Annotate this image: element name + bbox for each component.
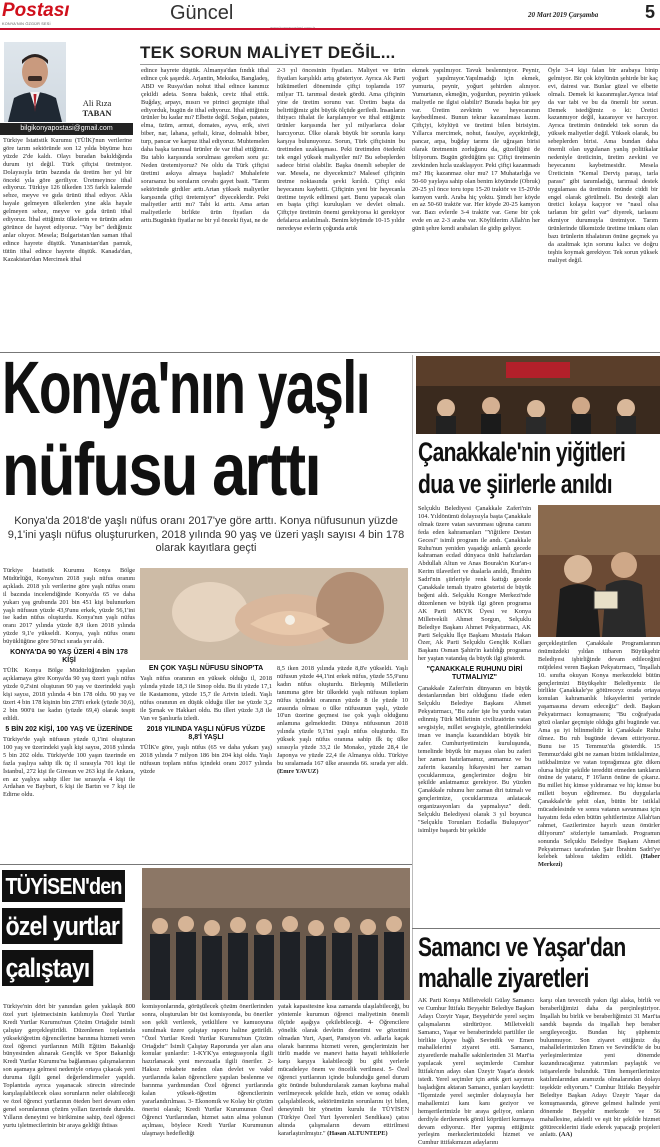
main-text-sinop: Yaşlı nüfus oranının en yüksek olduğu il, 2018 yılında yüzde 18,3 ile Sinop oldu. Bu ili yüzde 17,1 ile Kastamonu, yüzde 15,7 ile Artvin izledi. Yaşlı nüfus oranının en düşük olduğu iller ise yüzde 3,2 ile Şırnak ve Hakkari oldu. Bu illeri yüzde 3,8 ile Van ve Şanlıurfa izledi. [140,675,272,722]
masthead-rule [0,28,660,30]
tuyisen-headline-1: TÜYİSEN'den [2,870,125,902]
tuyisen-col-3 [278,1003,409,1137]
divider [0,864,412,865]
tuyisen-text-1: Türkiye'nin dört bir yanından gelen yaklaşık 800 özel yurt işletmecisinin katılımıyla Özel Yurtlar Kredi Yurtlar Kurumu'nun Çözüm Ortağıdır isimli çalıştay gerçekleştirildi. Düzenlenen toplantıda yükseköğretim öğrencilerine barınma hizmeti veren özel öğrenci yurtlarının Milli Eğitim Bakanlığı bünyesinden alınarak Gençlik ve Spor Bakanlığı Kredi Yurtlar Kurumu'na bağlanması çalışmalarının son aşamaya gelmesi nedeniyle ortaya çıkacak yeni duruma ilgili genel değerlendirmeler yapıldı. Toplantıda ayrıca yaşanacak sürecin sürecinde karşılaşılabilecek olası sorunların neler olabileceği ve özel öğrenci yurtlarının öteden beri devam eden genel sorunlarının çözüm yolları üzerinde duruldu. Yılların deneyimi ve birikimine sahip, özel öğrenci yurtu işletmecilerinin bir araya geldiği ihtisas [3,1003,135,1129]
issue-date: 20 Mart 2019 Çarşamba [528,11,599,19]
tuyisen-text-3 [278,1003,409,1137]
masthead [0,0,660,30]
column-text-4: ekmek yapılmıyor. Tavuk beslenmiyor. Peynir, yoğurt yapılmıyor.Yapılmadığı için ekmek, yumurta, peynir, yoğurt şehirden alınıyor. Yumurtanın, ekmeğin, yoğurdun, peynirin yüksek maliyetle ne ilgisi olabilir? Burada başka bir şey var. Üretim zevkinin ve heyecanının kaybedilmesi. Bunun tekrar kazanılması lazım. Çiftçiyi, köylüyü ve üretimi bilen birisiyim. Yıllarca mercimek, nohut, fasulye, ayçekirdeği, pancar, arpa, buğday tarımı ile uğraşan birisi olarak üretmenin zorluğunu da, güzelliğini de biliyorum. Bugün gördüğüm şu: Çiftçi üretmenin zevkinden hızla uzaklaşıyor. Peki çiftçi kazanmadı mı? Hiç kazanmaz olur mu? 17 Muhatarlığa ve 50-60 yaylaya sahip olan benim köyümde (Obruk) 20-25 yıl önce toru topu 15-20 traktör ve 15-20'de kamyon vardı. Araba hiç yoktu. Şimdi her köyde en az 50-60 traktör var. Her köyde 20-25 kamyon var. Bazı evlerde 3-4 traktör var. Gene bir çok evde en az 2-3 araba var. Köylülerim Allah'ın her günü şehre kendi arabaları ile gidip geliyor. [412,67,540,233]
column-text-3: 2-3 yıl öncesinin fiyatları. Maliyet ve ürün fiyatları karşılıklı artış gösteriyor. Ayrıca Ak Parti hükümetleri döneminde çiftçi toplamda 197 milyar TL tarımsal destek gördü. Ama çiftçinin yine de üretim sorunu var. Üretim başta da belirttiğimiz gibi büyük ölçüde geriledi. İnsanların ihtiyacı ithalat ile karşılanıyor ve ithal ettiğimiz ürünler karşısında her yıl milyarlarca dolar harcıyoruz. Ülke olarak büyük bir sorunla karşı karşıya bulunuyoruz. Sorun, Türk çiftçisinin bu üretimden uzaklaşması. Peki üretimden ötedenki tek engel yüksek maliyetler mi? Bu sebeplerden sadece birisi olabilir. Başka önemli sebepler de var. Mesela, ne diyecekmiz? Malesef çiftçinin üretme noktasında şevki kırıldı. Çiftçi eski heyecanını kaybetti. Çiftçinin yeni bir heyecanla üretime teşvik edilmesi şart. Bunu yapacak olan en başta çiftçi kuruluşları ve devlet olmalı. Çiftçiye üretimin önemi gerekiyorsa ki gerekiyor defalarca anlatılmalı. Benim köyümde 10-15 yıldır neredeyse evlerin çoğunda artık [277,67,405,233]
logo-text: Postası [2,0,70,21]
canakkale-photo [416,356,660,434]
subhead-2018: 2018 YILINDA YAŞLI NÜFUS YÜZDE 8,8'İ YAŞLI [146,725,266,741]
main-text-100yas: Türkiye'de yaşlı nüfusun yüzde 0,1'ini oluşturan 100 yaş ve üzerindeki yaşlı kişi sayısı, 2018 yılında 5 bin 202 oldu. Türkiye'de 100 yaşın üzerinde en fazla yaşlıya sahip ilk üç il sırasıyla 701 kişi ile İstanbul, 272 kişi ile Giresun ve 263 kişi ile Ankara, en az yaşlıya sahip iller ise sırasıyla 4 kişi ile Ardahan ve Bayburt, 6 kişi ile Bartın ve 7 kişi ile Edirne oldu. [3,736,135,799]
main-col-1 [3,567,135,862]
samanci-headline-2: mahalle ziyaretleri [418,963,589,993]
samanci-col-2 [540,997,660,1139]
main-col-3 [277,665,408,862]
main-text-2018: TÜİK'e göre, yaşlı nüfus (65 ve daha yukarı yaş) 2018 yılında 7 milyon 186 bin 204 kişi oldu. Yaşlı nüfusun toplam nüfus içindeki oranı 2017 yılında yüzde [140,744,272,775]
page-number: 5 [645,2,656,22]
columnist-name [68,98,126,118]
elderly-photo [140,568,408,660]
logo[interactable] [2,1,80,27]
tuyisen-text-2: komisyonlarında, görüşülecek çözüm önerilerinden sonra, oluşturulan bir üst komisyonda, bu öneriler son şekli verilerek, yetkililere ve kamuoyuna sunulmak üzere çalıştay raporu haline getirildi. "Özel Yurtlar Kredi Yurtlar Kurumu'nun Çözüm Ortağıdır" İsimli Çalıştay Raporunda yer alan ana konular şunlardır: 1-KYK'ya entegrasyonla ilgili hazırlanacak yeni mevzuatla ilgili öneriler. 2- Haksız rekabete neden olan devlet ve vakıf yurtlarında kalan öğrencilere yapılan beslenme ve barınma yardımından Özel öğrenci yurtlarında kalan yüksek-öğretim öğrencilerinin yararlandırılması. 3- Ekonomik ve Kolay bir çözüm önerisi olarak; Kredi Yurtlar Kurumunun Özel Öğrenci Yurtlarından, hizmet satın alma yolunun açılması, böylece Kredi Yurtlar Kurumunun ulaşmayı hedeflediği [142,1003,273,1137]
logo-tagline: KONYA'NIN ÖZGÜR SESİ [2,22,51,26]
main-spot: Konya'da 2018'de yaşlı nüfus oranı 2017'ye göre arttı. Konya nüfusunun yüzde 9,1'ini yaşlı nüfus oluştururken, 2018 yılında 90 yaş ve üzeri yaşlı sayısı 4 bin 178 olarak kayıtlara geçti [7,515,405,554]
tuyisen-headline-3: çalıştayı [2,950,93,986]
columnist-surname: TABAN [82,108,112,118]
section-title: Güncel [170,2,234,24]
canakkale-headline-1: Çanakkale'nin yiğitleri [418,437,626,467]
divider [412,355,413,1115]
canakkale-text-1: Selçuklu Belediyesi Çanakkale Zaferi'nin 104. Yıldönümü dolayısıyla başta Çanakkale olmak üzere vatan savunması uğruna canını feda eden kahramanları "Yiğitlere Destan Gecesi" isimli program ile andı. Çanakkale Ruhu'nun yeniden yaşadığı anlamlı gecede kahraman ecdad dünyaca ünlü hafızlardan Abdullah Altun ve Anas Bourak'ın Kur'an-ı Kerim tilavetleri ve dualarla anıldı, İbrahim Sadri'nin şiirleriyle renk kattığı gecede Çanakkale temalı tiyatro gösterisi de büyük beğeni aldı. Selçuklu Kongre Merkezi'nde düzenlenen ve büyük ilgi gören programa AK Parti MKYK Üyesi ve Konya Milletvekili Ahmet Sorgun, Selçuklu Belediye Başkanı Ahmet Pekyatırmacı, AK Parti Selçuklu İlçe Başkanı Mustafa Hakan Özer, Ak Parti Selçuklu Gençlik Kolları Başkanı Osman Şahin'in katıldığı programa her yaştan vatandaş da büyük ilgi gösterdi. [418,505,531,663]
samanci-text-2 [540,997,660,1139]
subhead-100-yas: 5 BİN 202 KİŞİ, 100 YAŞ VE ÜZERİNDE [5,725,133,733]
canakkale-headline-2: dua ve şiirlerle anıldı [418,469,613,499]
canakkale-col-1 [418,505,531,927]
main-headline-2: nüfusu arttı [2,428,320,511]
tuyisen-byline: (Hasan ALTUNTEPE) [327,1129,388,1137]
tuyisen-headline [2,870,138,998]
canakkale-photo-2 [538,505,660,637]
samanci-headline-1: Samancı ve Yaşar'dan [418,932,626,962]
column-text-5: Öyle 3-4 kişi falan bir arabaya binip gelmiyor. Bir çok köylünün şehirde bir kaç evi, dairesi var. Bunlar güzel ve elbette olmalı. Demek ki kazanmışlar.Ayrıca istaf da var tabi ve bu da önemli bir sorun. Demek istediğimiz o ki: Üretici kazanmıyor değil, kazanıyor ve harcıyor. Ayrıca üretimin önündeki tek sorun da yüksek maliyetler değil. Yüksek olarak, bu sebeplerden birisi. Ama bundan daha önemli olan uygulanan yanlış politikalar nedeniyle üreticinin, üretim zevkini ve heyecanını kaybetmesidir. Mesela Üreticinin "Kemal Derviş paraşı, tarla parası" gibi tanımladığı, tarımsal destek uygulaması da üretimin önünde ciddi bir engel olarak görülmeli. Bu desteği alan üretici kolaya kaçıyor ve "nasıl olsa tarlanın bir geliri var" diyerek, tarlasını ekmiyor durumuyla üretmiyor. Tarım ürünlerinde ülkemizde üretime imkanı olan bazı ürünlerin ithalatının önüne geçmek ya da azaltmak için sorunu kalıcı ve doğru teşhis koymak gerekiyor. Tek sorun yüksek maliyet değil. [548,67,658,264]
subhead-sinop: EN ÇOK YAŞLI NÜFUSU SİNOP'TA [148,665,264,672]
main-col-2 [140,662,272,862]
canakkale-text-3-body: gerçekleştirilen Çanakkale Programlarının önümüzdeki yıldan itibaren Büyükşehir Belediyesi işbirliğinde devam edileceğini müjdelesi veren Başkan Pekyatırmacı, "İnşallah 10. sınıfta okuyan Konya merkezdeki bütün gençlerimizi Büyükşehir Belediyemiz ile birlikte Çanakkale'ye götüreceyz orada ortaya konulan kahramanlık hikayelerini yerinde yaşamasına devam edeceğiz" dedi. Başkan Pekyatırmacı konuşmasını; "Bu coğrafyada gözü olanlar geçmişte olduğu gibi bugünde var. Ama şu iyi bilinmelidir ki Çanakkale Ruhu ölmez. Bu ruh bugünde devam ettiriyoruz. Bunu ise 15 Temmuz'da gösterdik. 15 Temmuz'daki gibi ne zaman bizim istiklalimize, istikbalimize ve vatan toprağımıza göz diken olursa hiçbir şekilde tereddüt etmeden tankların önüne de yatarız, F 16'ların önüne de çıkarız. Bu millet hiç kimse yıldıramaz ve hiç kimse bu milleti boyun eğdiremez. Bu duygularla Çanakkale'de şehit olan, bütün bir istiklal mücadelesinde ve sonra vatanın savunması için hayatını feda eden bütün şehitlerimize Allah'tan rahmet, Gazilerimize hayırlı uzun ömürler diliyorum" sözleriyle tamamladı. Programın sonunda Selçuklu Belediye Başkanı Ahmet Pekyatırmacı tarafından Şair İbrahim Sadri'ye kelebek tablosu takdim edildi. [538,640,660,861]
canakkale-text-2: Çanakkale Zaferi'nin dünyanın en büyük destanlarından biri olduğunu ifade eden Selçuklu Belediye Başkanı Ahmet Pekyatırmacı, "Bu zafer işte bu yurdu vatan edinmiş Türk Milletinin civilizatörün vatan sevgisiyle, millet sevgisiyle, gönüllerindeki iman ve inançla kazandıkları büyük bir zafer. Cumhuriyetimizin kuruluşunda, temelinde büyük bir mayası olan bu zaferi her zaman hatırlamamız, anmamız ve bu zaferin kazanılış hikayesini her zaman çocuklarımıza, gençlerimize doğru bir şekilde anlatmamız gerekiyor. Bu yüzden Çanakkale ruhunu her zaman diri tutmalı ve gençlerimize, çocuklarımıza anlatacak organizasyonları da yapmalıyız" dedi. Selçuklu Belediyesi olarak 3 yıl boyunca "Selçuklu Torunları Ecdadla Buluşuyor" isimliye başardı bir şekilde [418,684,531,834]
tuyisen-text-3-body: yatak kapasitesine kısa zamanda ulaşılabileceği, bu yöntemle kurumun öğrenci maliyetinin önemli ölçüde aşağıya çekilebileceği. 4- Öğrencilere yönelik olarak devletin denetimi ve gözetimi olmadan Yurt, Apart, Pansiyon vb. adlarla kaçak olarak barınma hizmeti veren, gençlerimizin her türlü madde ve manevi hatta hayati tehlikelerle karşı karşıya kalabileceği bu gibi yerlerle mücadeleye önem ve öncelik verilmesi. 5- Özel öğrenci yurtlarının içinde bulunduğu genel durum göz önünde bulundurularak zaman kaybına mahal verilmeyecek şekilde hızlı, etkin ve sonuç odaklı çalışılabilecek, sektörümüzün sorunlarını iyi bilen, deneyimli bir yönetim kurulu ile TÜYİSEN (Türkiye Özel Yurt İşverenleri Sendikası) çatısı altında çalışmaların devam ettirilmesi kararlaştırılmıştır." [278,1003,409,1137]
canakkale-byline: (Haber Merkezi) [538,853,660,869]
tuyisen-photo [142,868,410,1000]
canakkale-col-2 [538,640,660,927]
main-text-final-body: 8,5 iken 2018 yılında yüzde 8,8'e yükseldi. Yaşlı nüfusun yüzde 44,1'ini erkek nüfus, yüzde 55,9'unu kadın nüfus oluşturdu. Birleşmiş Milletlerin tanımına göre bir ülkedeki yaşlı nüfusun toplam nüfus içindeki oranının yüzde 8 ile yüzde 10 arasında olması o ülke nüfusunun yaşlı, yüzde 10'un üzerine geçmesi ise çok yaşlı olduğunu anlamına gelmektedir. Dünya nüfusunun 2018 yılında yüzde 9,1'ini yaşlı nüfus oluşturdu. En yüksek yaşlı nüfus oranına sahip ilk üç ülke sırasıyla yüzde 33,2 ile Monako, yüzde 28,4 ile Japonya ve yüzde 22,4 ile Almanya oldu. Türkiye bu sıralamada 167 ülke arasında 66. sırada yer aldı. [277,665,408,767]
main-byline: (Emre YAVUZ) [277,767,319,775]
samanci-byline: (AA) [558,1131,573,1139]
columnist-photo [4,42,66,122]
column-text-1: Türkiye İstatistik Kurumu (TÜİK)'nun verilerine göre tarım sektöründe son 12 yılda büyüme hızı yüzde 2'de kaldı. Olayı buradan bakıldığında durum iyi değil. Türk çiftçisi üretmiyor. Dolayısıyla ürün bazında da üretim her yıl bir önceki yıla göre geriliyor. Üretmeyince ithal ediyoruz. Türkiye 126 ülkeden 135 farklı kalemde sebze, meyve ve gıda ürünü ithal ediyor. Akla hayale gelmeyen ülkelerden yine akla hayale gelmeyen sebze, meyve ve gıda ürünü ithal ediyoruz. İthal ettiğimiz ülkelerin ve ürünün adını görünce de hayret ediyoruz. "Vay be" dediğimiz anlar oluyor. Mesela; Bulgaristan'dan saman ithal edince hayrete düştük. Yunanistan'dan pamuk, tütün ithal edince hayrete düştük. Kanada'dan, Kazakistan'dan Mercimek ithal [3,137,132,263]
subhead-90-yas: KONYA'DA 90 YAŞ ÜZERİ 4 BİN 178 KİŞİ [10,649,128,665]
columnist-email[interactable]: bilgikonyapostasi@gmail.com [0,123,133,135]
column-text-2: edince hayrete düştük. Almanya'dan fındık ithal edince çok şaşırdık. Arjantin, Meksika, Bangladeş, ABD ve Rusya'dan nohut ithal edince kanımız çekildi adeta. Sonra baktık, ceviz ithal ettik. Buğday, arpayı, mısırı ve pirinci geçmişte ithal ediyorduk, bugün de ithal ediyoruz. İthal ettiğimiz ürünler bu kadar mı? Elbette değil. Soğan, patates, elma, üzüm, armut, domates, ayva, erik, sivri biber, nar, lahana, şeftali, kiraz, dolmalık biber, turp, pancar ve karpuz ithal ediyoruz. Muhtemelen daha başka tarımsal ürünler de var ithal ettiğimiz. Bu tablo karşısında sorulması gereken soru şu: Neden üretemiyoruz? Ne oldu da Türk çiftçisi üretimi askıya almaya başladı? Muhalefete sorarsanız bu soruların cevabı gayet basit. "Tarım sektöründe girdiler arttı.Artan yüksek maliyetler karşısında çiftçi üretemiyor" diyeceklerdir. Peki maliyetler artti mı? Tabi ki arttı. Ama artan maliyetlerle birlikte ürün fiyatları da arttı.Bugünkü fiyatlar ne bir yıl önceki fiyat, ne de [141,67,269,225]
main-text-90yas: TÜİK Konya Bölge Müdürlüğünden yapılan açıklamaya göre Konya'da 90 yaş üzeri yaşlı nüfus yüzde 0,2'sini oluşturan 90 yaş ve üzerindeki yaşlı kişi sayısı, 2018 yılında 4 bin 178 oldu. 90 yaş ve üzeri 4 bin 178 kişinin bin 278'i erkek (yüzde 30,6), 2 bin 900'ü ise kadın (yüzde 69,4) olarak tespit edildi. [3,667,135,722]
main-headline-1: Konya'nın yaşlı [2,346,370,429]
columnist-firstname: Ali Rıza [82,98,112,108]
main-text-intro: Türkiye İstatistik Kurumu Konya Bölge Müdürlüğü, Konya'nın 2018 yaşlı nüfus oranını açıkladı. 2018 yılı verilerine göre yaşlı nüfus oranı il bazında incelendiğinde Konya'da 65 ve daha yukarı yaş grubunda 201 bin 451 kişi bulunurken yaşlı nüfusun yüzde 43,9'unu erkek, yüzde 56,1'ini ise kadın nüfus oluşturdu. Konya'nın yaşlı nüfus oranı 2017 yılında yüzde 8,9 iken 2018 yılında yüzde 9,1'e yükseldi. Konya, yaşlı nüfus oranı büyüklüğüne göre 50'nci sırada yer aldı. [3,567,135,646]
main-text-final [277,665,408,776]
samanci-text-2-body: karşı olan teveccüh yakın ilgi alaka, birlik ve beraberliğimizi daha da perçinleştiriyor. İnşallah bu birlik ve beraberliğimizi 31 Mart'ta sandık başında da inşallah hep beraber sergileyeceğiz. Bundan hiç şüphemiz bulunmuyor. Son ziyaret ettiğimiz dış mahallelerimizden Emen ve Sevindik'te de bu yerleşimlerimize yeni dönemde kazandıracağımız yatırımları paylaştık ve istişarelerde bulunduk. Tüm hemşerilerimize katılımlarından aramızda olmalarından dolayı teşekkür ediyorum." Cumhur İttifakı Beyşehir Belediye Başkan Adayı Üzeyir Yaşar da konuşmasında, göreve gelmesi halinde yeni dönemde Beyşehir merkezde ve 56 mahallesine, adaletli ve eşit bir şekilde hizmet götüreceklerini ifade ederek yapacağı projeleri anlattı. [540,997,660,1139]
divider [412,928,660,929]
column-title-rule [140,64,660,65]
canakkale-subhead: "ÇANAKKALE RUHUNU DİRİ TUTMALIYIZ" [426,666,523,682]
canakkale-text-3 [538,640,660,869]
column-title: TEK SORUN MALİYET DEĞİL... [140,43,396,62]
samanci-text-1: AK Parti Konya Milletvekili Gülay Samancı ve Cumhur İttifakı Beyşehir Belediye Başkan Adayı Üzeyir Yaşar, Beyşehir'de yerel seçim çalışmalarını sürdürüyor. Milletvekili Samancı, Yaşar ve beraberindeki partililer ile birlikte ilçeye bağlı Sevindik ve Emen mahallelerini ziyaret etti. Samancı, ziyaretlerde mahalle sakinlerinden 31 Mart'ta yapılacak yerel seçimlerde Cumhur İttifakı'nın adayı olan Üzeyir Yaşar'a destek istedi. Yerel seçimler için artık geri sayımın başladığını aktaran Samancı, şunları kaydetti: "İlçemizde yerel seçimler dolayısıyla her mahallemizi kanı kanı geziyor ve hemşerilerimizle bir araya geliyor, onların derdiyle dertlenerek gönül köprüleri kurmaya devam ediyoruz. Her yapmış ettiğimiz yerleşim merkezlerimizdeki hizmet ve Cumhur ittifakımızın adaylarını [418,997,534,1147]
tuyisen-headline-2: özel yurtlar [2,908,122,944]
